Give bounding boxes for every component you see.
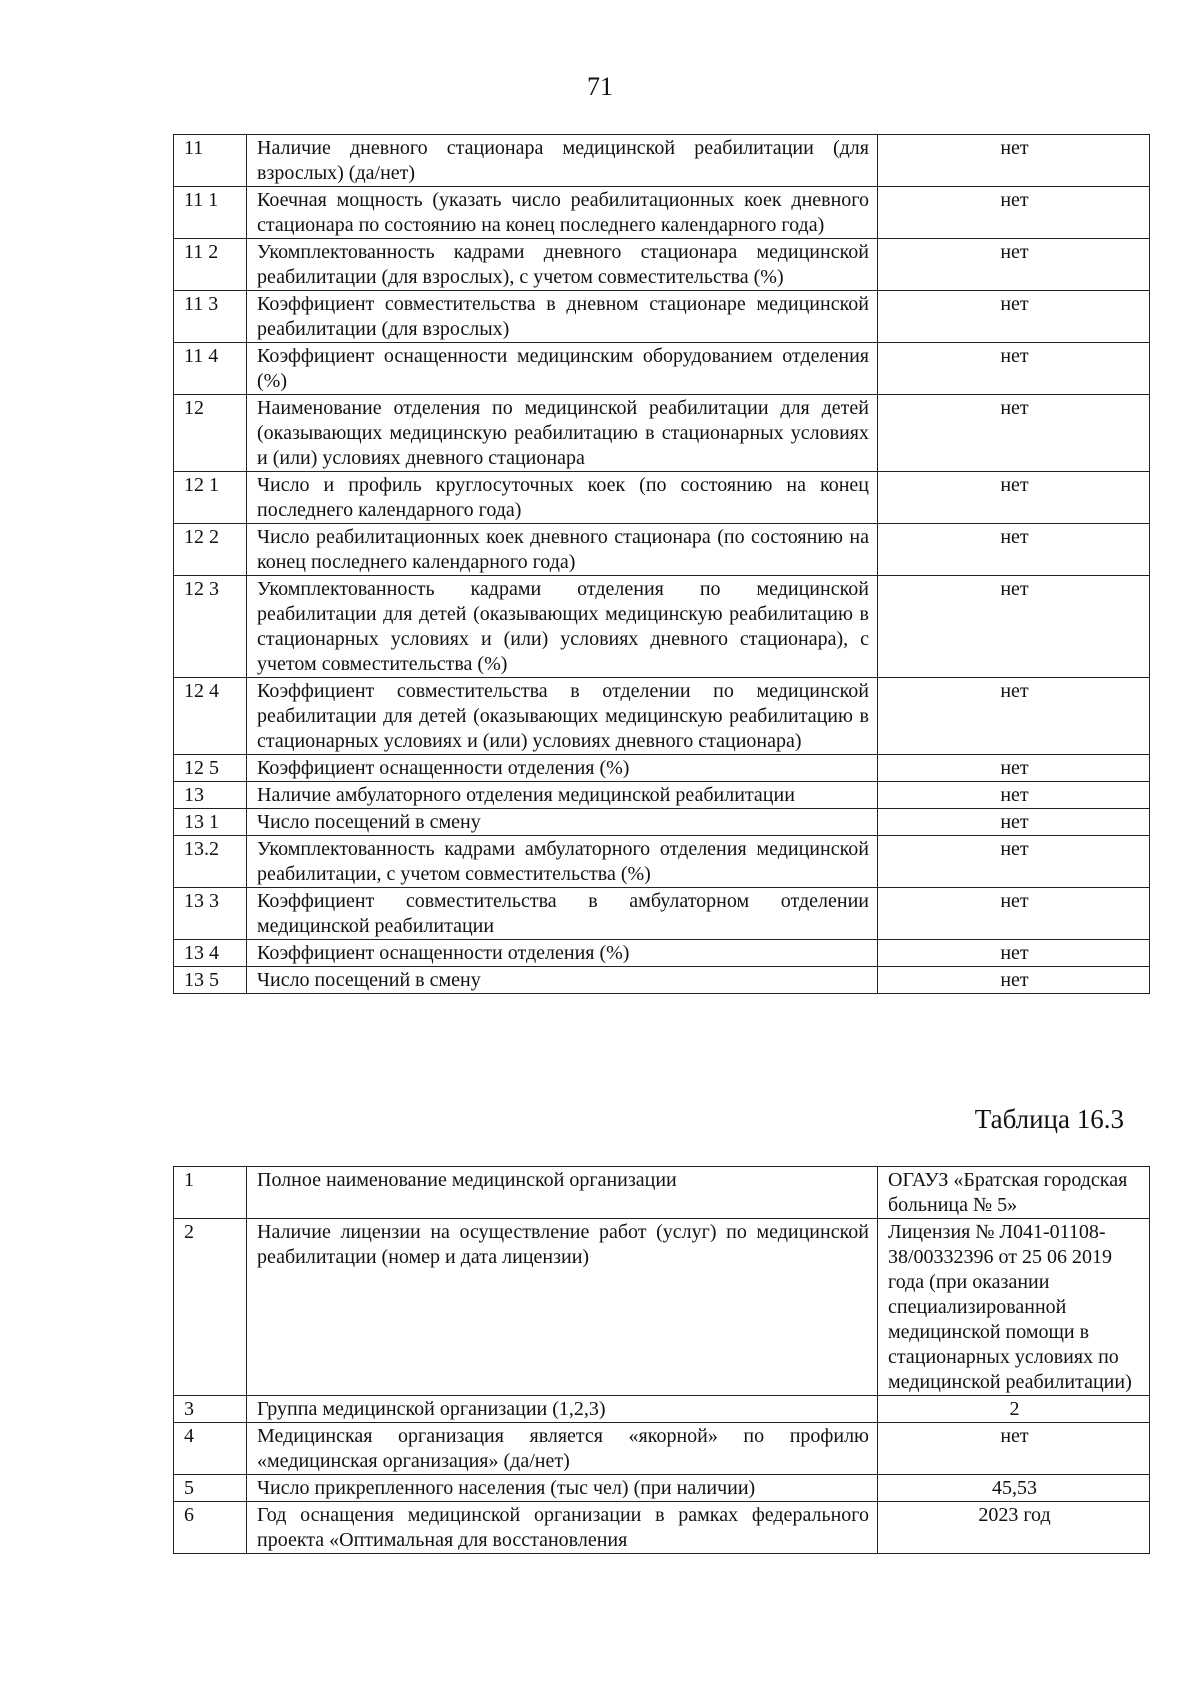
- row-value: нет: [878, 187, 1150, 239]
- row-number: 13.2: [174, 836, 247, 888]
- row-number: 12 2: [174, 524, 247, 576]
- row-value: ОГАУЗ «Братская городская больница № 5»: [878, 1167, 1150, 1219]
- row-value: нет: [878, 395, 1150, 472]
- row-description: Число реабилитационных коек дневного стационара (по состоянию на конец последнего календарного года): [247, 524, 878, 576]
- table-row: [174, 187, 1150, 239]
- row-number: 1: [174, 1167, 247, 1219]
- table-row: [174, 524, 1150, 576]
- row-description: Число и профиль круглосуточных коек (по состоянию на конец последнего календарного года): [247, 472, 878, 524]
- row-value: нет: [878, 239, 1150, 291]
- row-number: 11: [174, 135, 247, 187]
- row-number: 13 5: [174, 967, 247, 994]
- row-number: 3: [174, 1396, 247, 1423]
- row-value: 2023 год: [878, 1502, 1150, 1554]
- row-number: 11 4: [174, 343, 247, 395]
- row-number: 11 2: [174, 239, 247, 291]
- row-value: нет: [878, 836, 1150, 888]
- table-row: [174, 782, 1150, 809]
- row-number: 13 1: [174, 809, 247, 836]
- row-value: нет: [878, 888, 1150, 940]
- table-row: [174, 291, 1150, 343]
- row-description: Наличие амбулаторного отделения медицинской реабилитации: [247, 782, 878, 809]
- row-description: Медицинская организация является «якорной» по профилю «медицинская организация» (да/нет): [247, 1423, 878, 1475]
- row-description: Число посещений в смену: [247, 809, 878, 836]
- row-description: Коэффициент совместительства в амбулаторном отделении медицинской реабилитации: [247, 888, 878, 940]
- indicators-table: [173, 134, 1150, 994]
- row-description: Коэффициент оснащенности отделения (%): [247, 755, 878, 782]
- row-value: 45,53: [878, 1475, 1150, 1502]
- row-description: Коэффициент оснащенности медицинским оборудованием отделения (%): [247, 343, 878, 395]
- row-value: нет: [878, 291, 1150, 343]
- row-value: нет: [878, 1423, 1150, 1475]
- row-number: 13: [174, 782, 247, 809]
- row-description: Наименование отделения по медицинской реабилитации для детей (оказывающих медицинскую реабилитацию в стационарных условиях и (или) условиях дневного стационара: [247, 395, 878, 472]
- row-value: нет: [878, 135, 1150, 187]
- row-value: нет: [878, 940, 1150, 967]
- row-description: Укомплектованность кадрами амбулаторного отделения медицинской реабилитации, с учетом совместительства (%): [247, 836, 878, 888]
- table-caption: Таблица 16.3: [974, 1104, 1124, 1134]
- table-row: [174, 1219, 1150, 1396]
- row-description: Группа медицинской организации (1,2,3): [247, 1396, 878, 1423]
- organization-table: [173, 1166, 1150, 1554]
- row-number: 13 4: [174, 940, 247, 967]
- row-description: Коечная мощность (указать число реабилитационных коек дневного стационара по состоянию на конец последнего календарного года): [247, 187, 878, 239]
- row-description: Укомплектованность кадрами дневного стационара медицинской реабилитации (для взрослых), с учетом совместительства (%): [247, 239, 878, 291]
- row-description: Коэффициент совместительства в дневном стационаре медицинской реабилитации (для взрослых): [247, 291, 878, 343]
- row-number: 4: [174, 1423, 247, 1475]
- table-row: [174, 1475, 1150, 1502]
- table-row: [174, 967, 1150, 994]
- row-number: 5: [174, 1475, 247, 1502]
- row-description: Коэффициент оснащенности отделения (%): [247, 940, 878, 967]
- table-row: [174, 836, 1150, 888]
- table-row: [174, 678, 1150, 755]
- table-row: [174, 888, 1150, 940]
- row-number: 12 3: [174, 576, 247, 678]
- row-value: нет: [878, 472, 1150, 524]
- table-row: [174, 135, 1150, 187]
- row-number: 12 1: [174, 472, 247, 524]
- row-value: нет: [878, 524, 1150, 576]
- row-value: нет: [878, 576, 1150, 678]
- table-row: [174, 1167, 1150, 1219]
- table-row: [174, 940, 1150, 967]
- table-row: [174, 755, 1150, 782]
- row-number: 11 1: [174, 187, 247, 239]
- row-description: Наличие дневного стационара медицинской реабилитации (для взрослых) (да/нет): [247, 135, 878, 187]
- row-value: нет: [878, 755, 1150, 782]
- row-number: 11 3: [174, 291, 247, 343]
- row-description: Укомплектованность кадрами отделения по медицинской реабилитации для детей (оказывающих медицинскую реабилитацию в стационарных условиях и (или) условиях дневного стационара), с учетом совместительства (%): [247, 576, 878, 678]
- row-description: Число прикрепленного населения (тыс чел) (при наличии): [247, 1475, 878, 1502]
- row-value: нет: [878, 967, 1150, 994]
- table-row: [174, 576, 1150, 678]
- table-row: [174, 809, 1150, 836]
- row-number: 12 4: [174, 678, 247, 755]
- table-row: [174, 1396, 1150, 1423]
- row-value: нет: [878, 343, 1150, 395]
- table-row: [174, 1502, 1150, 1554]
- page-number: 71: [587, 72, 613, 101]
- row-description: Наличие лицензии на осуществление работ (услуг) по медицинской реабилитации (номер и дата лицензии): [247, 1219, 878, 1396]
- row-value: нет: [878, 809, 1150, 836]
- row-description: Полное наименование медицинской организации: [247, 1167, 878, 1219]
- table-row: [174, 239, 1150, 291]
- row-description: Коэффициент совместительства в отделении по медицинской реабилитации для детей (оказывающих медицинскую реабилитацию в стационарных условиях и (или) условиях дневного стационара): [247, 678, 878, 755]
- row-value: нет: [878, 782, 1150, 809]
- organization-table-body: [174, 1167, 1150, 1554]
- row-number: 12 5: [174, 755, 247, 782]
- row-number: 13 3: [174, 888, 247, 940]
- row-number: 12: [174, 395, 247, 472]
- table-row: [174, 395, 1150, 472]
- row-description: Число посещений в смену: [247, 967, 878, 994]
- row-value: 2: [878, 1396, 1150, 1423]
- row-value: Лицензия № Л041-01108-38/00332396 от 25 06 2019 года (при оказании специализированной медицинской помощи в стационарных условиях по медицинской реабилитации): [878, 1219, 1150, 1396]
- row-number: 6: [174, 1502, 247, 1554]
- table-row: [174, 1423, 1150, 1475]
- table-row: [174, 343, 1150, 395]
- indicators-table-body: [174, 135, 1150, 994]
- table-row: [174, 472, 1150, 524]
- row-value: нет: [878, 678, 1150, 755]
- row-description: Год оснащения медицинской организации в рамках федерального проекта «Оптимальная для восстановления: [247, 1502, 878, 1554]
- row-number: 2: [174, 1219, 247, 1396]
